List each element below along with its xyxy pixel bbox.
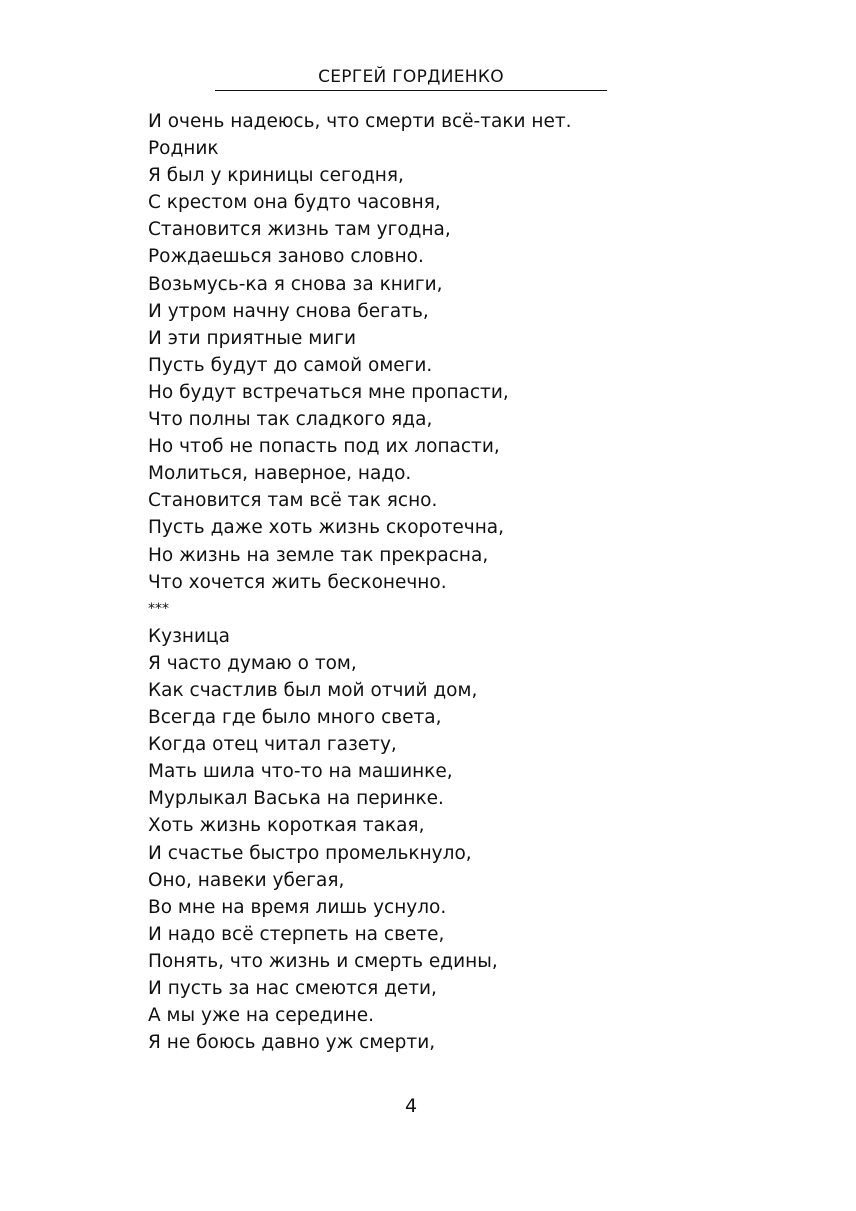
poem-line: Всегда где было много света, <box>148 707 442 729</box>
poem-text <box>148 108 572 1056</box>
poem-line: Что хочется жить бесконечно. <box>148 571 447 593</box>
poem-line: Когда отец читал газету, <box>148 734 397 756</box>
poem-line: Возьмусь-ка я снова за книги, <box>148 273 443 295</box>
poem-line: Становится там всё так ясно. <box>148 490 438 512</box>
poem-line: Во мне на время лишь уснуло. <box>148 896 447 918</box>
poem-line: С крестом она будто часовня, <box>148 192 441 214</box>
poem-line: Пусть будут до самой омеги. <box>148 354 433 376</box>
poem-line: Что полны так сладкого яда, <box>148 409 433 431</box>
poem-line: Понять, что жизнь и смерть едины, <box>148 950 498 972</box>
poem-line: Становится жизнь там угодна, <box>148 219 451 241</box>
poem-line: И утром начну снова бегать, <box>148 300 429 322</box>
poem-line: Пусть даже хоть жизнь скоротечна, <box>148 517 505 539</box>
poem-title-rodnik: Родник <box>148 138 219 160</box>
poem-line: А мы уже на середине. <box>148 1005 375 1027</box>
section-separator: *** <box>148 600 169 617</box>
poem-line: И счастье быстро промелькнуло, <box>148 842 472 864</box>
poem-line: Хоть жизнь короткая такая, <box>148 815 425 837</box>
poem-line: Я был у криницы сегодня, <box>148 165 404 187</box>
poem-line: Но чтоб не попасть под их лопасти, <box>148 436 500 458</box>
poem-line: Мурлыкал Васька на перинке. <box>148 788 444 810</box>
poem-line: Я не боюсь давно уж смерти, <box>148 1032 436 1054</box>
poem-line: Я часто думаю о том, <box>148 652 357 674</box>
poem-line: Как счастлив был мой отчий дом, <box>148 679 478 701</box>
poem-line: Рождаешься заново словно. <box>148 246 424 268</box>
poem-line: Но будут встречаться мне пропасти, <box>148 381 509 403</box>
header-rule <box>215 90 607 91</box>
running-header-author: СЕРГЕЙ ГОРДИЕНКО <box>318 67 504 87</box>
poem-line: И очень надеюсь, что смерти всё-таки нет. <box>148 111 572 132</box>
poem-line: И пусть за нас смеются дети, <box>148 978 437 999</box>
page-number: 4 <box>404 1095 418 1117</box>
poem-line: И надо всё стерпеть на свете, <box>148 923 445 945</box>
poem-line: Молиться, наверное, надо. <box>148 463 412 485</box>
poem-line: И эти приятные миги <box>148 327 357 349</box>
poem-title-kuznitsa: Кузница <box>148 625 230 647</box>
poem-line: Но жизнь на земле так прекрасна, <box>148 544 489 566</box>
poem-line: Оно, навеки убегая, <box>148 869 345 891</box>
poem-line: Мать шила что-то на машинке, <box>148 761 453 783</box>
